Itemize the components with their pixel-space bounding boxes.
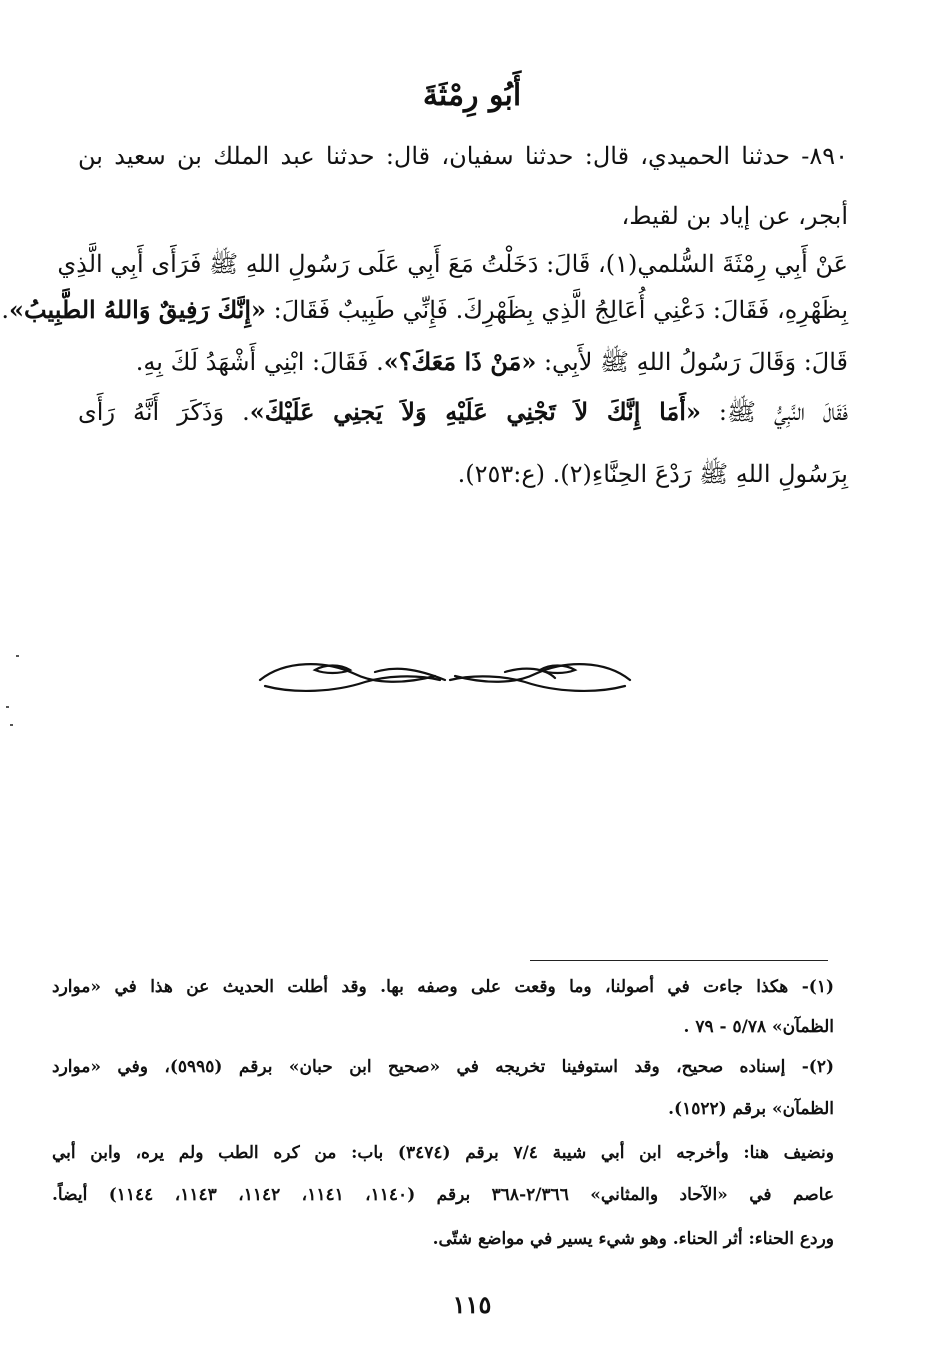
hadith-line-5 [78, 342, 848, 382]
hadith-line-5-end: . فَقَالَ: ابْنِي أَشْهَدُ لَكَ بِهِ. [135, 348, 384, 376]
hadith-line-4-text: بِظَهْرِهِ، فَقَالَ: دَعْنِي أُعَالِجُ الَّذِي بِظَهْرِكَ. فَإِنِّي طَبِيبٌ فَقَالَ: [266, 296, 848, 324]
footnote-2-line-3: ونضيف هنا: وأخرجه ابن أبي شيبة ٧/٤ برقم (٣٤٧٤) باب: من كره الطب ولم يره، وابن أبي [52, 1143, 834, 1163]
hadith-line-4-end: . [1, 296, 9, 324]
hadith-line-4 [1, 290, 848, 330]
footnote-2-line-5: وردع الحناء: أثر الحناء. وهو شيء يسير في مواضع شتّى. [432, 1229, 834, 1249]
page-number: ١١٥ [452, 1290, 492, 1319]
scan-speck [10, 724, 13, 726]
hadith-line-7: بِرَسُولِ اللهِ ﷺ رَدْعَ الحِنَّاءِ(٢). (ع:٢٥٣). [457, 460, 848, 488]
footnote-1-line-1: (١)- هكذا جاءت في أصولنا، وما وقعت على وصفه بها. وقد أطلت الحديث عن هذا في «موارد [52, 977, 834, 997]
scan-speck [6, 706, 9, 708]
hadith-line-6-text: فَقَالَ النَّبِيُّ ﷺ: [700, 398, 849, 426]
footnote-2-line-2: الظمآن» برقم (١٥٢٢). [668, 1099, 834, 1119]
hadith-line-3: عَنْ أَبِي رِمْثَةَ السُّلمي(١)، قَالَ: دَخَلْتُ مَعَ أَبِي عَلَى رَسُولِ اللهِ ﷺ فَرَأَى أَبِي الَّذِي [57, 250, 848, 278]
hadith-line-6-end: . وَذَكَرَ أَنَّهُ رَأَى [78, 398, 250, 426]
hadith-line-2: أبجر، عن إياد بن لقيط، [621, 202, 848, 230]
hadith-line-1: ٨٩٠- حدثنا الحميدي، قال: حدثنا سفيان، قال: حدثنا عبد الملك بن سعيد بن [78, 142, 848, 170]
hadith-line-6 [78, 392, 848, 432]
prophet-saying-3: «أَمَا إِنَّكَ لاَ تَجْنِي عَلَيْهِ وَلاَ يَجنِي عَلَيْكَ» [249, 397, 701, 426]
footnote-2-line-4: عاصم في «الآحاد والمثاني» ٢/٣٦٦-٣٦٨ برقم (١١٤٠، ١١٤١، ١١٤٢، ١١٤٣، ١١٤٤) أيضاً. [52, 1185, 835, 1205]
ornament-divider-icon [255, 652, 635, 698]
prophet-saying-1: «إِنَّكَ رَفِيقٌ وَاللهُ الطَّبِيبُ» [8, 295, 267, 324]
footnote-rule [530, 960, 828, 961]
hadith-line-5-text: قَالَ: وَقَالَ رَسُولُ اللهِ ﷺ لأَبِي: [536, 348, 848, 376]
footnote-2-line-1: (٢)- إسناده صحيح، وقد استوفينا تخريجه في «صحيح ابن حبان» برقم (٥٩٩٥)، وفي «موارد [52, 1057, 834, 1077]
chapter-heading: أَبُو رِمْثَةَ [422, 78, 522, 113]
scan-speck [16, 655, 19, 657]
prophet-saying-2: «مَنْ ذَا مَعَكَ؟» [383, 347, 537, 376]
footnote-1-line-2: الظمآن» ٥/٧٨ - ٧٩ . [683, 1017, 834, 1037]
